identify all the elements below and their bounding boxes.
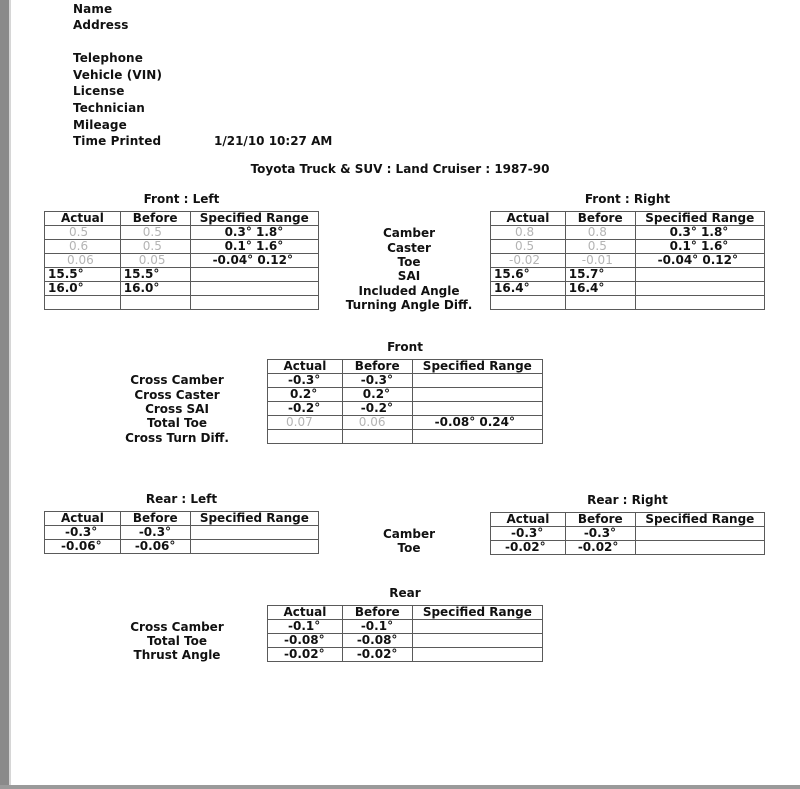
cell-actual: 0.5	[491, 240, 566, 254]
label-caster: Caster	[387, 241, 431, 255]
cell-range	[412, 648, 542, 662]
cell-actual: 15.6°	[491, 268, 566, 282]
label-total-toe: Total Toe	[147, 416, 207, 430]
label-rear-cross-camber: Cross Camber	[130, 620, 224, 634]
table-row	[268, 634, 543, 648]
table-header-row	[45, 512, 319, 526]
cell-before: 0.8	[565, 226, 635, 240]
table-row	[268, 416, 543, 430]
col-actual: Actual	[268, 606, 343, 620]
table-row	[45, 240, 319, 254]
col-specified-range: Specified Range	[190, 512, 318, 526]
table-row	[45, 226, 319, 240]
cell-before: 15.7°	[565, 268, 635, 282]
table-header-row	[268, 360, 543, 374]
field-address-label: Address	[73, 18, 129, 32]
cell-before: -0.06°	[120, 540, 190, 554]
cell-range: 0.3° 1.8°	[190, 226, 318, 240]
table-row	[268, 402, 543, 416]
front-cross-table	[267, 359, 543, 444]
col-before: Before	[342, 606, 412, 620]
label-cross-sai: Cross SAI	[145, 402, 209, 416]
cell-range: 0.1° 1.6°	[190, 240, 318, 254]
cell-actual: -0.3°	[268, 374, 343, 388]
cell-before: -0.1°	[342, 620, 412, 634]
col-before: Before	[120, 512, 190, 526]
time-printed-value: 1/21/10 10:27 AM	[214, 134, 333, 148]
cell-actual: 0.07	[268, 416, 343, 430]
col-specified-range: Specified Range	[412, 606, 542, 620]
cell-actual: -0.06°	[45, 540, 121, 554]
front-left-table	[44, 211, 319, 310]
cell-before: 0.5	[565, 240, 635, 254]
cell-before: -0.3°	[120, 526, 190, 540]
table-row	[45, 282, 319, 296]
cell-actual: 0.06	[45, 254, 121, 268]
label-cross-camber: Cross Camber	[130, 373, 224, 387]
cell-range	[190, 526, 318, 540]
cell-range	[635, 296, 764, 310]
cell-before: -0.02°	[565, 541, 635, 555]
cell-actual: -0.3°	[45, 526, 121, 540]
label-turning-angle-diff: Turning Angle Diff.	[345, 298, 473, 312]
table-row	[268, 430, 543, 444]
field-time-printed-label: Time Printed	[73, 134, 162, 148]
rear-cross-table	[267, 605, 543, 662]
table-row	[45, 296, 319, 310]
field-vin-label: Vehicle (VIN)	[73, 68, 163, 82]
table-header-row	[45, 212, 319, 226]
cell-actual: -0.3°	[491, 527, 566, 541]
col-actual: Actual	[491, 513, 566, 527]
table-header-row	[491, 513, 765, 527]
cell-range	[412, 402, 542, 416]
cell-range	[635, 541, 764, 555]
table-row	[491, 240, 765, 254]
col-specified-range: Specified Range	[190, 212, 318, 226]
cell-actual: 0.5	[45, 226, 121, 240]
cell-before: -0.2°	[342, 402, 412, 416]
cell-range	[412, 634, 542, 648]
col-actual: Actual	[45, 512, 121, 526]
label-rear-toe: Toe	[397, 541, 421, 555]
cell-actual: -0.02°	[491, 541, 566, 555]
cell-actual	[268, 430, 343, 444]
table-row	[491, 282, 765, 296]
cell-before: 0.06	[342, 416, 412, 430]
cell-actual: 15.5°	[45, 268, 121, 282]
label-cross-caster: Cross Caster	[134, 388, 220, 402]
table-row	[45, 540, 319, 554]
cell-before: 16.0°	[120, 282, 190, 296]
table-row	[45, 268, 319, 282]
cell-before: 15.5°	[120, 268, 190, 282]
cell-actual: -0.2°	[268, 402, 343, 416]
cell-before: 0.2°	[342, 388, 412, 402]
cell-before: 0.5	[120, 240, 190, 254]
cell-actual: -0.02°	[268, 648, 343, 662]
table-row	[491, 527, 765, 541]
cell-actual: 0.2°	[268, 388, 343, 402]
cell-actual: 16.4°	[491, 282, 566, 296]
cell-range	[635, 282, 764, 296]
scanner-border-shadow	[9, 0, 11, 789]
label-cross-turn-diff: Cross Turn Diff.	[125, 431, 229, 445]
label-rear-total-toe: Total Toe	[147, 634, 207, 648]
cell-range: -0.04° 0.12°	[635, 254, 764, 268]
cell-range	[635, 268, 764, 282]
cell-range: -0.08° 0.24°	[412, 416, 542, 430]
table-row	[491, 254, 765, 268]
cell-actual: -0.02	[491, 254, 566, 268]
cell-range	[412, 430, 542, 444]
table-row	[491, 541, 765, 555]
col-before: Before	[342, 360, 412, 374]
label-camber: Camber	[382, 226, 436, 240]
table-row	[268, 620, 543, 634]
col-before: Before	[120, 212, 190, 226]
cell-actual	[491, 296, 566, 310]
cell-range	[635, 527, 764, 541]
rear-left-title: Rear : Left	[145, 492, 218, 506]
cell-before: -0.3°	[342, 374, 412, 388]
cell-before: -0.08°	[342, 634, 412, 648]
rear-left-table	[44, 511, 319, 554]
cell-range	[190, 296, 318, 310]
front-right-title: Front : Right	[584, 192, 671, 206]
scanner-border-bottom	[0, 785, 800, 789]
cell-actual: 0.6	[45, 240, 121, 254]
label-rear-camber: Camber	[382, 527, 436, 541]
label-thrust-angle: Thrust Angle	[133, 648, 221, 662]
cell-range	[190, 268, 318, 282]
cell-before	[120, 296, 190, 310]
cell-actual: 0.8	[491, 226, 566, 240]
field-license-label: License	[73, 84, 125, 98]
col-actual: Actual	[268, 360, 343, 374]
front-cross-title: Front	[387, 340, 423, 354]
rear-right-table	[490, 512, 765, 555]
field-mileage-label: Mileage	[73, 118, 127, 132]
cell-before: 0.05	[120, 254, 190, 268]
vehicle-title: Toyota Truck & SUV : Land Cruiser : 1987-90	[250, 162, 550, 176]
cell-before: 0.5	[120, 226, 190, 240]
cell-before: -0.01	[565, 254, 635, 268]
cell-range	[190, 282, 318, 296]
rear-cross-title: Rear	[389, 586, 421, 600]
col-before: Before	[565, 212, 635, 226]
cell-before: -0.02°	[342, 648, 412, 662]
cell-range: 0.1° 1.6°	[635, 240, 764, 254]
table-row	[268, 648, 543, 662]
label-toe: Toe	[397, 255, 421, 269]
col-specified-range: Specified Range	[635, 513, 764, 527]
front-left-title: Front : Left	[143, 192, 220, 206]
cell-range	[190, 540, 318, 554]
cell-actual: -0.08°	[268, 634, 343, 648]
field-name-label: Name	[73, 2, 113, 16]
table-row	[45, 526, 319, 540]
field-technician-label: Technician	[73, 101, 145, 115]
label-sai: SAI	[397, 269, 421, 283]
rear-right-title: Rear : Right	[587, 493, 668, 507]
cell-range	[412, 374, 542, 388]
cell-range	[412, 620, 542, 634]
col-actual: Actual	[491, 212, 566, 226]
table-row	[268, 388, 543, 402]
cell-before: 16.4°	[565, 282, 635, 296]
col-specified-range: Specified Range	[412, 360, 542, 374]
cell-before: -0.3°	[565, 527, 635, 541]
table-row	[491, 268, 765, 282]
table-row	[45, 254, 319, 268]
cell-range	[412, 388, 542, 402]
label-included-angle: Included Angle	[358, 284, 460, 298]
cell-before	[565, 296, 635, 310]
cell-before	[342, 430, 412, 444]
cell-range: 0.3° 1.8°	[635, 226, 764, 240]
cell-actual	[45, 296, 121, 310]
cell-range: -0.04° 0.12°	[190, 254, 318, 268]
table-row	[491, 226, 765, 240]
table-row	[268, 374, 543, 388]
cell-actual: 16.0°	[45, 282, 121, 296]
col-specified-range: Specified Range	[635, 212, 764, 226]
col-actual: Actual	[45, 212, 121, 226]
scanner-border-left	[0, 0, 9, 789]
cell-actual: -0.1°	[268, 620, 343, 634]
table-header-row	[268, 606, 543, 620]
table-row	[491, 296, 765, 310]
col-before: Before	[565, 513, 635, 527]
field-telephone-label: Telephone	[73, 51, 143, 65]
front-right-table	[490, 211, 765, 310]
table-header-row	[491, 212, 765, 226]
